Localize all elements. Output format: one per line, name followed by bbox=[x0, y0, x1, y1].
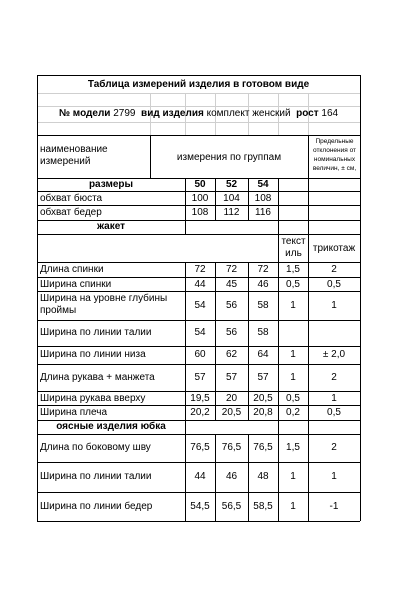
size-54: 54 bbox=[257, 179, 269, 190]
table-cell: 44 bbox=[194, 471, 206, 482]
table-cell: 1 bbox=[290, 501, 296, 512]
table-cell: 20,5 bbox=[253, 393, 273, 404]
height-value: 164 bbox=[321, 108, 339, 119]
table-cell: 100 bbox=[191, 193, 209, 204]
table-cell: 0,5 bbox=[286, 279, 300, 290]
table-cell: 57 bbox=[257, 372, 269, 383]
hip-girth-label: обхват бедер bbox=[40, 207, 102, 218]
grid-line bbox=[278, 420, 279, 434]
grid-line bbox=[37, 391, 360, 392]
table-cell: 54 bbox=[194, 327, 206, 338]
height-label: рост bbox=[296, 108, 319, 119]
table-cell: 0,5 bbox=[327, 279, 341, 290]
grid-line bbox=[37, 205, 360, 206]
table-row-label: Длина рукава + манжета bbox=[40, 372, 155, 383]
table-cell: 0,5 bbox=[327, 407, 341, 418]
size-52: 52 bbox=[225, 179, 238, 190]
product-type-value: комплект женский bbox=[206, 108, 291, 119]
tolerance-header: Предельные отклонения от номинальных величин, ± см, bbox=[312, 138, 357, 172]
table-cell: 112 bbox=[223, 207, 240, 218]
table-cell: ± 2,0 bbox=[322, 349, 346, 360]
grid-line bbox=[37, 521, 360, 522]
grid-line bbox=[37, 135, 360, 136]
grid-line bbox=[308, 135, 309, 178]
table-row-label: Ширина на уровне глубины проймы bbox=[40, 293, 168, 316]
table-cell: 2 bbox=[331, 264, 337, 275]
table-cell: 57 bbox=[194, 372, 206, 383]
table-cell: 48 bbox=[257, 471, 269, 482]
grid-line bbox=[185, 220, 186, 234]
table-title: Таблица измерений изделия в готовом виде bbox=[87, 79, 310, 90]
table-cell: 0,5 bbox=[286, 393, 300, 404]
grid-line bbox=[37, 234, 360, 235]
table-cell: 76,5 bbox=[253, 442, 273, 453]
size-50: 50 bbox=[194, 179, 206, 190]
grid-line bbox=[37, 434, 360, 435]
table-cell: 2 bbox=[331, 372, 337, 383]
table-cell: 56,5 bbox=[221, 501, 242, 512]
grid-line bbox=[308, 178, 309, 220]
table-cell: 1 bbox=[331, 471, 337, 482]
table-cell: 0,2 bbox=[286, 407, 300, 418]
table-cell: 2 bbox=[331, 442, 337, 453]
table-cell: 54,5 bbox=[190, 501, 210, 512]
grid-line bbox=[360, 75, 361, 521]
table-row-label: Ширина по линии низа bbox=[40, 349, 146, 360]
table-cell: 20 bbox=[225, 393, 238, 404]
grid-line bbox=[37, 346, 360, 347]
product-type-label: вид изделия bbox=[141, 108, 204, 119]
table-cell: 46 bbox=[225, 471, 238, 482]
jacket-section-title: жакет bbox=[96, 221, 126, 232]
grid-line bbox=[37, 462, 360, 463]
table-cell: 19,5 bbox=[190, 393, 210, 404]
table-cell: 108 bbox=[191, 207, 209, 218]
model-label: № модели bbox=[58, 108, 111, 119]
model-number: 2799 bbox=[113, 108, 136, 119]
table-cell: 58 bbox=[257, 327, 269, 338]
model-info-line bbox=[37, 108, 360, 120]
size-groups-header: измерения по группам bbox=[176, 152, 282, 163]
table-cell: 45 bbox=[225, 279, 238, 290]
table-cell: 54 bbox=[194, 300, 206, 311]
table-cell: 56 bbox=[225, 327, 238, 338]
measurement-name-header: наименование измерений bbox=[40, 144, 108, 167]
grid-line bbox=[308, 420, 309, 434]
grid-line bbox=[185, 420, 186, 434]
table-cell: 56 bbox=[225, 300, 238, 311]
table-cell: 64 bbox=[257, 349, 269, 360]
table-cell: 76,5 bbox=[190, 442, 210, 453]
grid-line bbox=[37, 364, 360, 365]
grid-line bbox=[37, 277, 360, 278]
table-cell: 1 bbox=[331, 300, 337, 311]
table-cell: 1 bbox=[290, 471, 296, 482]
grid-line bbox=[37, 320, 360, 321]
grid-line bbox=[278, 220, 279, 234]
table-cell: 72 bbox=[257, 264, 269, 275]
table-cell: 58,5 bbox=[253, 501, 273, 512]
grid-line bbox=[37, 106, 360, 107]
table-cell: 116 bbox=[255, 207, 271, 218]
bust-girth-label: обхват бюста bbox=[40, 193, 103, 204]
table-cell: 62 bbox=[225, 349, 238, 360]
table-cell: 104 bbox=[223, 193, 240, 204]
table-cell: 1 bbox=[290, 300, 296, 311]
table-cell: -1 bbox=[329, 501, 339, 512]
table-cell: 20,5 bbox=[221, 407, 242, 418]
table-cell: 1,5 bbox=[286, 264, 300, 275]
table-row-label: Длина спинки bbox=[40, 264, 104, 275]
table-cell: 108 bbox=[254, 193, 272, 204]
table-cell: 60 bbox=[194, 349, 206, 360]
table-cell: 76,5 bbox=[221, 442, 242, 453]
table-row-label: Ширина по линии талии bbox=[40, 471, 152, 482]
table-cell: 44 bbox=[194, 279, 206, 290]
table-cell: 72 bbox=[225, 264, 238, 275]
table-cell: 1,5 bbox=[286, 442, 300, 453]
grid-line bbox=[37, 262, 360, 263]
grid-line bbox=[37, 122, 360, 123]
table-cell: 1 bbox=[331, 393, 337, 404]
grid-line bbox=[37, 75, 360, 76]
grid-line bbox=[37, 191, 360, 192]
grid-line bbox=[37, 93, 360, 94]
table-cell: 20,2 bbox=[190, 407, 210, 418]
table-row-label: Ширина спинки bbox=[40, 279, 112, 290]
sizes-label: размеры bbox=[88, 179, 134, 190]
textile-column-header: текстиль bbox=[281, 236, 306, 259]
grid-line bbox=[37, 405, 360, 406]
table-row-label: Ширина по линии бедер bbox=[40, 501, 153, 512]
skirt-section-title: оясные изделия юбка bbox=[56, 421, 166, 432]
table-row-label: Ширина плеча bbox=[40, 407, 108, 418]
table-cell: 58 bbox=[257, 300, 269, 311]
grid-line bbox=[37, 291, 360, 292]
grid-line bbox=[278, 178, 279, 220]
grid-line bbox=[308, 220, 309, 234]
table-cell: 57 bbox=[225, 372, 238, 383]
table-row-label: Ширина рукава вверху bbox=[40, 393, 146, 404]
table-cell: 20,8 bbox=[253, 407, 273, 418]
grid-line bbox=[37, 75, 38, 521]
table-cell: 46 bbox=[257, 279, 269, 290]
table-row-label: Длина по боковому шву bbox=[40, 442, 151, 453]
knit-column-header: трикотаж bbox=[312, 243, 356, 254]
table-cell: 72 bbox=[194, 264, 206, 275]
grid-line bbox=[37, 492, 360, 493]
table-cell: 1 bbox=[290, 349, 296, 360]
table-cell: 1 bbox=[290, 372, 296, 383]
table-row-label: Ширина по линии талии bbox=[40, 327, 152, 338]
